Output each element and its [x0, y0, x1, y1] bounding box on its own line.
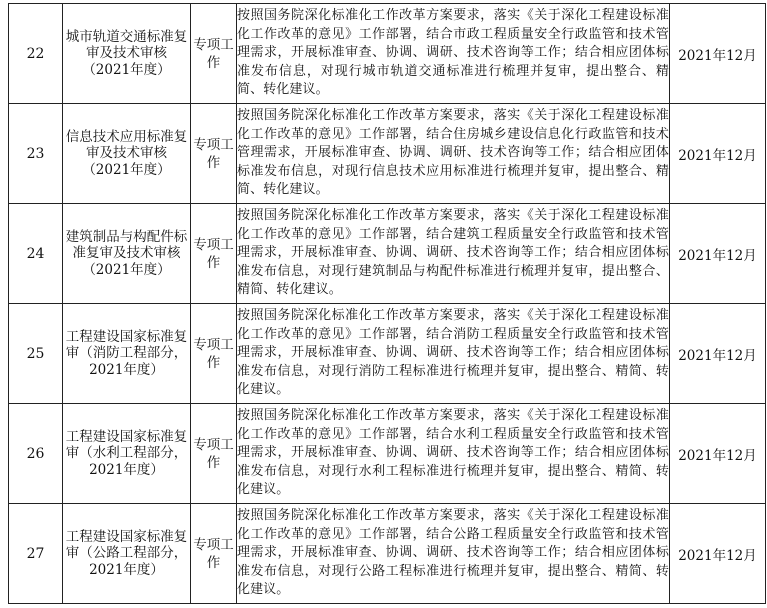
work-type: 专项工作	[191, 4, 237, 104]
row-number: 27	[9, 504, 63, 604]
item-name: 工程建设国家标准复审（水利工程部分，2021年度）	[63, 404, 191, 504]
completion-date: 2021年12月	[670, 204, 766, 304]
work-content: 按照国务院深化标准化工作改革方案要求，落实《关于深化工程建设标准化工作改革的意见》工作部署，结合市政工程质量安全行政监管和技术管理需求，开展标准审查、协调、调研、技术咨询等工作；结合相应团体标准发布信息，对现行城市轨道交通标准进行梳理并复审，提出整合、精简、转化建议。	[237, 4, 670, 104]
row-number: 24	[9, 204, 63, 304]
completion-date: 2021年12月	[670, 404, 766, 504]
table-row	[9, 104, 766, 204]
item-name: 工程建设国家标准复审（公路工程部分，2021年度）	[63, 504, 191, 604]
work-type: 专项工作	[191, 404, 237, 504]
table-row	[9, 404, 766, 504]
work-type: 专项工作	[191, 504, 237, 604]
item-name: 建筑制品与构配件标准复审及技术审核（2021年度）	[63, 204, 191, 304]
table-row	[9, 304, 766, 404]
work-content: 按照国务院深化标准化工作改革方案要求，落实《关于深化工程建设标准化工作改革的意见》工作部署，结合建筑工程质量安全行政监管和技术管理需求，开展标准审查、协调、调研、技术咨询等工作；结合相应团体标准发布信息，对现行建筑制品与构配件标准进行梳理并复审，提出整合、精简、转化建议。	[237, 204, 670, 304]
row-number: 26	[9, 404, 63, 504]
item-name: 信息技术应用标准复审及技术审核（2021年度）	[63, 104, 191, 204]
item-name: 城市轨道交通标准复审及技术审核（2021年度）	[63, 4, 191, 104]
work-content: 按照国务院深化标准化工作改革方案要求，落实《关于深化工程建设标准化工作改革的意见》工作部署，结合公路工程质量安全行政监管和技术管理需求，开展标准审查、协调、调研、技术咨询等工作；结合相应团体标准发布信息，对现行公路工程标准进行梳理并复审，提出整合、精简、转化建议。	[237, 504, 670, 604]
work-content: 按照国务院深化标准化工作改革方案要求，落实《关于深化工程建设标准化工作改革的意见》工作部署，结合住房城乡建设信息化行政监管和技术管理需求，开展标准审查、协调、调研、技术咨询等工作；结合相应团体标准发布信息，对现行信息技术应用标准进行梳理并复审，提出整合、精简、转化建议。	[237, 104, 670, 204]
completion-date: 2021年12月	[670, 104, 766, 204]
row-number: 22	[9, 4, 63, 104]
work-content: 按照国务院深化标准化工作改革方案要求，落实《关于深化工程建设标准化工作改革的意见》工作部署，结合水利工程质量安全行政监管和技术管理需求，开展标准审查、协调、调研、技术咨询等工作；结合相应团体标准发布信息，对现行水利工程标准进行梳理并复审，提出整合、精简、转化建议。	[237, 404, 670, 504]
table-row	[9, 4, 766, 104]
standards-work-table	[8, 3, 766, 604]
work-type: 专项工作	[191, 204, 237, 304]
item-name: 工程建设国家标准复审（消防工程部分，2021年度）	[63, 304, 191, 404]
row-number: 25	[9, 304, 63, 404]
completion-date: 2021年12月	[670, 504, 766, 604]
work-type: 专项工作	[191, 304, 237, 404]
table-row	[9, 204, 766, 304]
work-content: 按照国务院深化标准化工作改革方案要求，落实《关于深化工程建设标准化工作改革的意见》工作部署，结合消防工程质量安全行政监管和技术管理需求，开展标准审查、协调、调研、技术咨询等工作；结合相应团体标准发布信息，对现行消防工程标准进行梳理并复审，提出整合、精简、转化建议。	[237, 304, 670, 404]
completion-date: 2021年12月	[670, 4, 766, 104]
row-number: 23	[9, 104, 63, 204]
table-row	[9, 504, 766, 604]
completion-date: 2021年12月	[670, 304, 766, 404]
work-type: 专项工作	[191, 104, 237, 204]
